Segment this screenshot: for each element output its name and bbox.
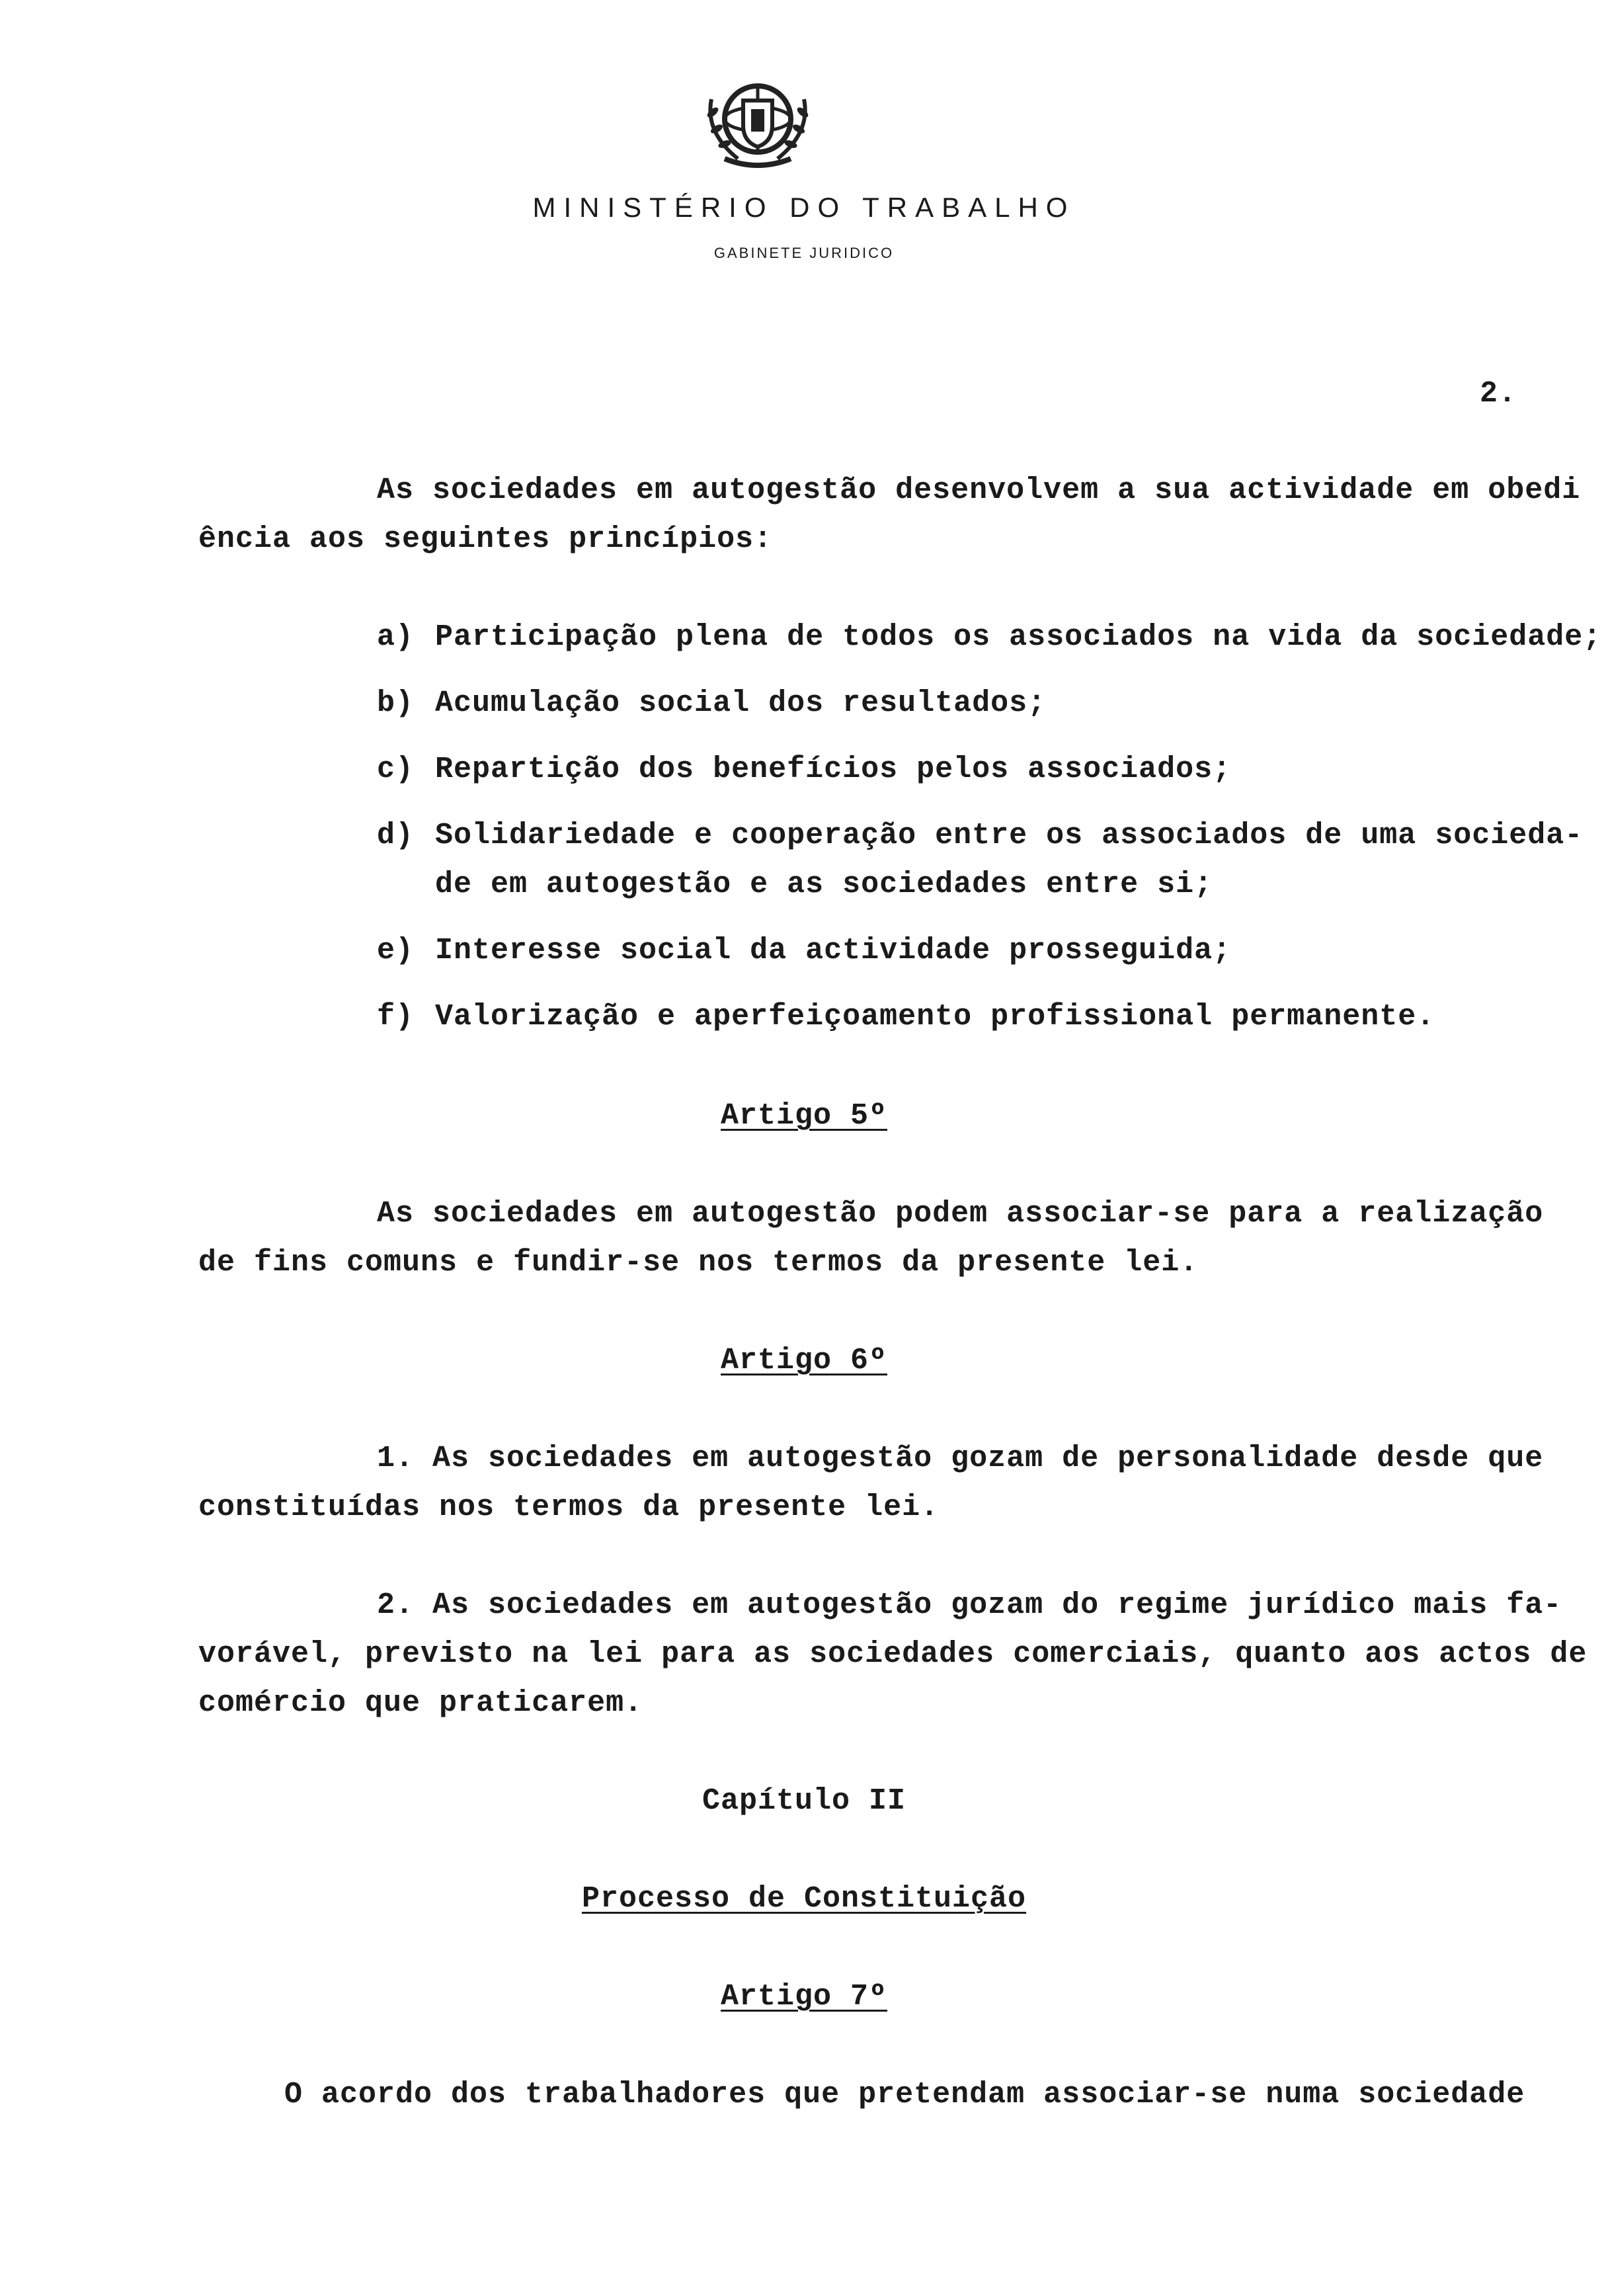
principle-label: a) (377, 620, 415, 654)
artigo-5-heading: Artigo 5º (720, 1099, 888, 1133)
principle-label: b) (377, 686, 415, 720)
artigo-5-line-1: As sociedades em autogestão podem associar-se para a realização (377, 1197, 1544, 1231)
artigo-6-p2-line-3: comércio que praticarem. (198, 1686, 643, 1720)
principle-text: Solidariedade e cooperação entre os associados de uma socieda- (435, 819, 1584, 852)
principle-b (377, 685, 1046, 722)
principle-label: d) (377, 819, 415, 852)
ministry-title: MINISTÉRIO DO TRABALHO (532, 192, 1076, 223)
artigo-5-line-2: de fins comuns e fundir-se nos termos da presente lei. (198, 1246, 1199, 1280)
principle-text: Acumulação social dos resultados; (435, 686, 1047, 720)
principle-text: Participação plena de todos os associados na vida da sociedade; (435, 620, 1602, 654)
principle-c (377, 751, 1231, 788)
principle-f (377, 999, 1435, 1036)
intro-line-1: As sociedades em autogestão desenvolvem a sua actividade em obedi (377, 473, 1581, 507)
principle-d (377, 817, 1583, 854)
principle-e (377, 932, 1231, 969)
artigo-6-heading: Artigo 6º (720, 1344, 888, 1377)
principle-text: Repartição dos benefícios pelos associados; (435, 753, 1232, 786)
artigo-6-p1-line-1: 1. As sociedades em autogestão gozam de personalidade desde que (377, 1442, 1544, 1475)
principle-label: c) (377, 753, 415, 786)
artigo-6-p2-line-2: vorável, previsto na lei para as sociedades comerciais, quanto aos actos de (198, 1637, 1588, 1671)
principle-d-continuation: de em autogestão e as sociedades entre si; (435, 868, 1213, 901)
artigo-7-heading: Artigo 7º (720, 1980, 888, 2014)
artigo-7-line-1: O acordo dos trabalhadores que pretendam associar-se numa sociedade (284, 2078, 1525, 2112)
intro-line-2: ência aos seguintes princípios: (198, 522, 773, 556)
page-number: 2. (1480, 377, 1517, 411)
artigo-6-p2-line-1: 2. As sociedades em autogestão gozam do regime jurídico mais fa- (377, 1588, 1562, 1622)
artigo-6-p1-line-2: constituídas nos termos da presente lei. (198, 1491, 940, 1524)
principle-label: f) (377, 1000, 415, 1034)
chapter-heading: Capítulo II (702, 1784, 906, 1818)
principle-label: e) (377, 934, 415, 967)
principle-text: Interesse social da actividade prosseguida; (435, 934, 1232, 967)
office-subtitle: GABINETE JURIDICO (713, 245, 895, 261)
chapter-title: Processo de Constituição (581, 1882, 1027, 1916)
principle-a (377, 619, 1601, 656)
coat-of-arms-icon (698, 73, 817, 172)
principle-text: Valorização e aperfeiçoamento profissional permanente. (435, 1000, 1435, 1034)
